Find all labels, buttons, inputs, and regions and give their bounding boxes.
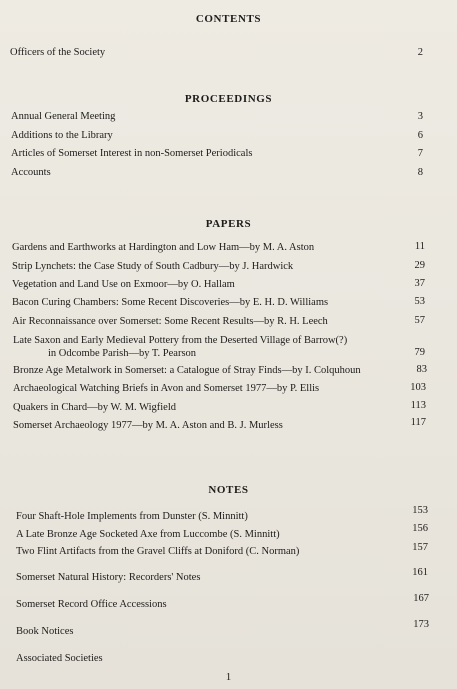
contents-heading: CONTENTS xyxy=(195,13,262,25)
note-item: Two Flint Artifacts from the Gravel Cliffs at Doniford (C. Norman) xyxy=(16,546,300,557)
note-item: Four Shaft-Hole Implements from Dunster (S. Minnitt) xyxy=(16,511,248,522)
notes-heading: NOTES xyxy=(208,484,249,496)
paper-item: Air Reconnaissance over Somerset: Some Recent Results—by R. H. Leech xyxy=(12,316,328,327)
note-page: 173 xyxy=(413,619,429,630)
note-item: Somerset Record Office Accessions xyxy=(16,599,167,610)
proceedings-item: Additions to the Library xyxy=(11,130,113,141)
officers-page: 2 xyxy=(417,47,423,58)
paper-page: 79 xyxy=(414,347,425,358)
proceedings-page: 8 xyxy=(417,167,423,178)
note-item: Somerset Natural History: Recorders' Notes xyxy=(16,572,201,583)
officers-entry: Officers of the Society xyxy=(10,47,106,58)
note-item: A Late Bronze Age Socketed Axe from Luccombe (S. Minnitt) xyxy=(16,529,280,540)
note-item: Associated Societies xyxy=(16,653,103,664)
paper-page: 83 xyxy=(416,364,427,375)
proceedings-item: Annual General Meeting xyxy=(11,111,116,122)
paper-item: Gardens and Earthworks at Hardington and Low Ham—by M. A. Aston xyxy=(12,242,315,253)
note-page: 153 xyxy=(412,505,428,516)
paper-page: 53 xyxy=(414,296,425,307)
note-page: 156 xyxy=(412,523,428,534)
proceedings-heading: PROCEEDINGS xyxy=(184,93,273,105)
paper-page: 57 xyxy=(414,315,425,326)
paper-page: 113 xyxy=(410,400,426,411)
note-item: Book Notices xyxy=(16,626,74,637)
paper-item: Strip Lynchets: the Case Study of South Cadbury—by J. Hardwick xyxy=(12,261,294,272)
proceedings-page: 3 xyxy=(417,111,423,122)
papers-heading: PAPERS xyxy=(205,218,252,230)
note-page: 167 xyxy=(413,593,429,604)
paper-page: 103 xyxy=(410,382,426,393)
paper-item: Somerset Archaeology 1977—by M. A. Aston and B. J. Murless xyxy=(13,420,283,431)
paper-item: Vegetation and Land Use on Exmoor—by O. Hallam xyxy=(12,279,235,290)
paper-item: Late Saxon and Early Medieval Pottery from the Deserted Village of Barrow(?) xyxy=(13,335,348,346)
paper-page: 29 xyxy=(414,260,425,271)
note-page: 161 xyxy=(412,567,428,578)
paper-item: Quakers in Chard—by W. M. Wigfield xyxy=(13,402,176,413)
paper-item: Bronze Age Metalwork in Somerset: a Catalogue of Stray Finds—by I. Colquhoun xyxy=(13,365,361,376)
paper-page: 11 xyxy=(414,241,425,252)
proceedings-item: Accounts xyxy=(11,167,51,178)
paper-item-continuation: in Odcombe Parish—by T. Pearson xyxy=(48,348,197,359)
paper-item: Archaeological Watching Briefs in Avon and Somerset 1977—by P. Ellis xyxy=(13,383,320,394)
note-page: 157 xyxy=(412,542,428,553)
paper-page: 117 xyxy=(410,417,426,428)
proceedings-item: Articles of Somerset Interest in non-Somerset Periodicals xyxy=(11,148,253,159)
page-number: 1 xyxy=(225,671,232,683)
paper-item: Bacon Curing Chambers: Some Recent Discoveries—by E. H. D. Williams xyxy=(12,297,329,308)
proceedings-page: 6 xyxy=(417,130,423,141)
paper-page: 37 xyxy=(414,278,425,289)
proceedings-page: 7 xyxy=(417,148,423,159)
